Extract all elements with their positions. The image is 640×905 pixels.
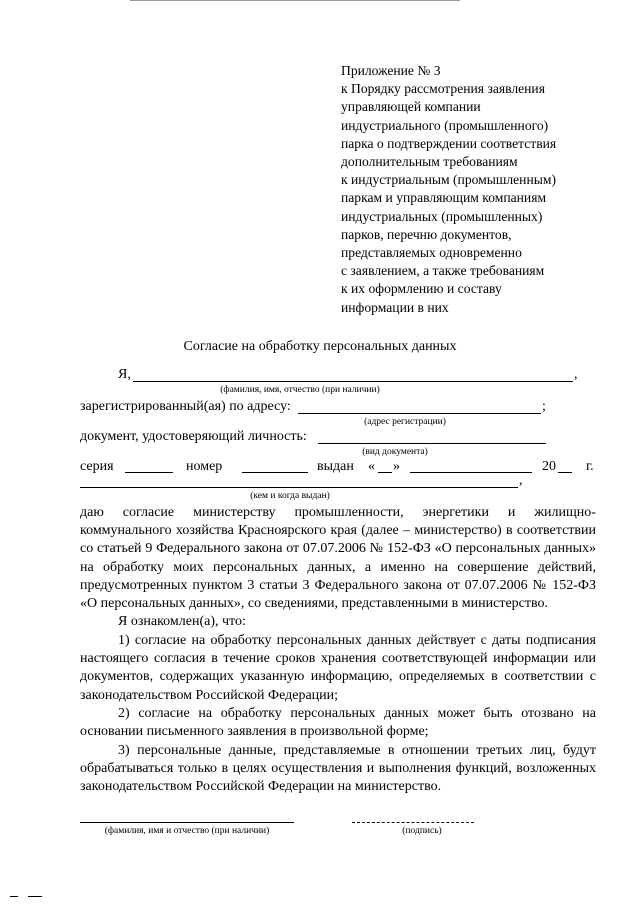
scan-mark — [10, 896, 18, 897]
signature-field[interactable] — [352, 822, 474, 823]
appendix-header — [341, 62, 611, 317]
appendix-line: парков, перечню документов, — [341, 226, 512, 242]
signature-name-field[interactable] — [80, 822, 294, 823]
fio-field[interactable] — [133, 381, 573, 382]
scan-edge-line — [130, 0, 460, 1]
intro-paragraph: коммунального хозяйства Красноярского края (далее – министерство) в соответствии со статьей 9 Федерального закона от 07.07.2006 № 152-ФЗ «О персональных данных» на обработку моих персональных данных, а именно на совершение действий, предусмотренных пунктом 3 статьи 3 Федерального закона от 07.07.2006 № 152-ФЗ «О персональных данных», со сведениями, представленными в министерство. — [80, 523, 596, 612]
appendix-line: индустриальных (промышленных) — [341, 208, 543, 224]
intro-word: даю — [80, 505, 104, 520]
appendix-line: индустриального (промышленного) — [341, 117, 549, 133]
appendix-line: представляемых одновременно — [341, 245, 522, 261]
document-label: документ, удостоверяющий личность: — [80, 429, 307, 444]
appendix-line: информации в них — [341, 299, 449, 315]
appendix-line: парка о подтверждении соответствия — [341, 135, 557, 151]
issued-by-comma: , — [519, 473, 523, 488]
series-label: серия — [80, 459, 114, 474]
body-text — [80, 522, 596, 796]
document-field[interactable] — [318, 443, 546, 444]
day-field[interactable] — [378, 472, 392, 473]
number-label: номер — [186, 459, 223, 474]
intro-word: энергетики — [422, 505, 489, 520]
appendix-line: дополнительным требованиям — [341, 154, 518, 170]
day-open-quote: « — [368, 459, 375, 474]
address-caption: (адрес регистрации) — [364, 417, 446, 427]
appendix-line: к индустриальным (промышленным) — [341, 172, 556, 188]
appendix-line: к их оформлению и составу — [341, 281, 502, 297]
fio-comma: , — [574, 367, 578, 382]
month-field[interactable] — [410, 472, 532, 473]
year-prefix: 20 — [542, 459, 556, 474]
document-title: Согласие на обработку персональных данных — [183, 339, 457, 354]
intro-first-line — [80, 504, 596, 522]
item-1: 1) согласие на обработку персональных данных действует с даты подписания настоящего согласия в течение сроков хранения соответствующей информации или документов, содержащих указанную информацию, определяемых в соответствии с законодательством Российской Федерации; — [80, 632, 596, 703]
intro-word: министерству — [193, 505, 276, 520]
appendix-line: с заявлением, а также требованиям — [341, 263, 545, 279]
ya-label: Я, — [118, 367, 131, 382]
fio-caption: (фамилия, имя, отчество (при наличии) — [220, 385, 380, 395]
appendix-line: Приложение № 3 — [341, 63, 441, 78]
appendix-line: управляющей компании — [341, 99, 481, 115]
document-caption: (вид документа) — [362, 447, 428, 457]
signature-caption: (подпись) — [402, 826, 442, 836]
address-label: зарегистрированный(ая) по адресу: — [80, 399, 291, 414]
item-3: 3) персональные данные, представляемые в отношении третьих лиц, будут обрабатываться только в целях осуществления и выполнения функций, возложенных законодательством Российской Федерации на министерство. — [80, 742, 596, 795]
scan-mark — [28, 896, 42, 897]
item-2: 2) согласие на обработку персональных данных может быть отозвано на основании письменного заявления в произвольной форме; — [80, 705, 596, 740]
series-field[interactable] — [125, 472, 173, 473]
address-semicolon: ; — [542, 399, 546, 414]
issued-label: выдан — [317, 459, 354, 474]
appendix-line: к Порядку рассмотрения заявления — [341, 81, 545, 97]
address-field[interactable] — [298, 413, 541, 414]
issued-by-field[interactable] — [80, 487, 518, 488]
number-field[interactable] — [242, 472, 308, 473]
acquainted-line: Я ознакомлен(а), что: — [118, 614, 246, 630]
appendix-line: паркам и управляющим компаниям — [341, 190, 547, 206]
year-suffix: г. — [586, 459, 594, 474]
intro-word: и — [507, 505, 516, 520]
intro-word: согласие — [122, 505, 175, 520]
intro-word: промышленности, — [294, 505, 404, 520]
intro-word: жилищно- — [534, 505, 596, 520]
year-field[interactable] — [558, 472, 572, 473]
issued-by-caption: (кем и когда выдан) — [250, 491, 330, 501]
day-close-quote: » — [393, 459, 400, 474]
signature-name-caption: (фамилия, имя и отчество (при наличии) — [104, 826, 270, 836]
